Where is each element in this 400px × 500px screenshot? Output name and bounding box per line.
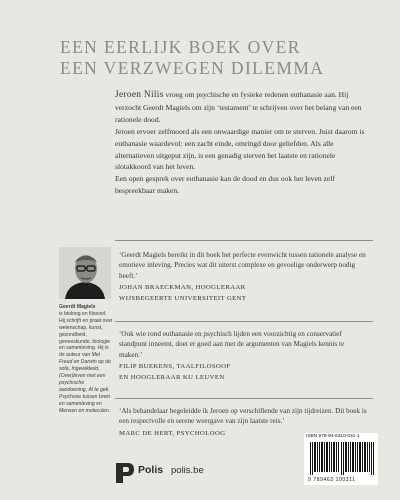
intro-lead-name: Jeroen Nilis [115,90,164,100]
bio-text: is bioloog en filosoof. Hij schrijft en praat over wetenschap, kunst, gezondheid, geneeskunde, biologie en samenleving. Hij is de auteur van [59,310,113,359]
quote-source-line-1: JOHAN BRAECKMAN, HOOGLERAAR [119,284,246,292]
intro-paragraph-1-text: vroeg om psychische en fysieke redenen euthanasie aan. Hij verzocht Geerdt Magiels om zijn ‘testament’ te schrijven over het belang van een rationele dood. [115,90,362,124]
quote-source-line-1: FILIP BUEKENS, TAALFILOSOOF [119,363,231,371]
publisher-logo-icon [115,462,135,484]
quote-source-line-2: WIJSBEGEERTE UNIVERSITEIT GENT [119,294,247,302]
headline-line-2: EEN VERZWEGEN DILEMMA [60,58,325,78]
bio-sep-4: en [94,400,102,407]
bio-sep-1: , [68,366,72,373]
bio-book-5: Mensen en moleculen [59,407,109,414]
publisher-url: polis.be [171,465,204,476]
bio-book-1: Met Freud en Darwin op de sofa [59,352,111,373]
review-quote-2 [119,329,369,383]
quote-source [119,362,369,383]
bio-book-2: Ingewikkeld [71,366,99,373]
author-bio [59,304,113,415]
quote-text: ‘Ook wie rond euthanasie en psychisch lijden een voorzichtig en conservatief standpunt inneemt, doet er goed aan met de argumenten van Magiels kennis te maken.’ [119,330,345,359]
bio-sep-2: , [98,366,100,373]
quote-source [119,283,369,304]
intro-paragraph-2: Jeroen ervoer zelfmoord als een onwaardige manier om te sterven. Juist daarom is euthanasie waardevol: een zacht einde, omringd door geliefden. Als alle alternatieven uitgeput zijn, is een genadig sterven het laatste en rationele slotakkoord van het leven. [115,126,365,172]
author-photo [59,247,111,299]
barcode-bars [310,442,374,475]
bio-end: . [108,407,111,414]
divider-quote-2 [115,398,373,399]
publisher-name: Polis [138,464,164,476]
divider-top [115,240,373,241]
headline-line-1: EEN EERLIJK BOEK OVER [60,37,301,57]
isbn-label: ISBN 978-94-6310-031-1 [306,434,360,439]
intro-paragraph-3: Een open gesprek over euthanasie kan de dood en dus ook het leven zelf bespreekbaar maken. [115,174,335,196]
bio-book-3: (Over)leven met een psychische aandoening [59,373,106,393]
quote-text: ‘Geerdt Magiels bereikt in dit boek het perfecte evenwicht tussen rationele analyse en emotieve inleving. Precies wat dit uiterst complexe en gevoelige onderwerp nodig heeft.’ [119,251,366,280]
cover-headline [60,37,380,79]
quote-source-line-2: EN HOOGLERAAR KU LEUVEN [119,373,225,381]
blurb-intro [115,89,373,197]
isbn-barcode [304,433,378,485]
review-quote-1 [119,250,369,304]
quote-source-line-1: MARC DE HERT, PSYCHOLOOG [119,429,226,437]
divider-quote-1 [115,321,373,322]
intro-paragraph-1 [115,89,373,126]
author-name: Geerdt Magiels [59,304,96,310]
bio-sep-3: , [85,386,89,393]
quote-text: ‘Als behandelaar begeleidde ik Jeroen op verschillende van zijn tijdreizen. Dit boek is een respectvolle en serene weergave van zijn laatste reis.’ [119,407,367,426]
barcode-digits: 9 789463 100311 [308,477,356,483]
bio-book-4: Al te gek. Psychose tussen brein en samenleving [59,386,111,407]
